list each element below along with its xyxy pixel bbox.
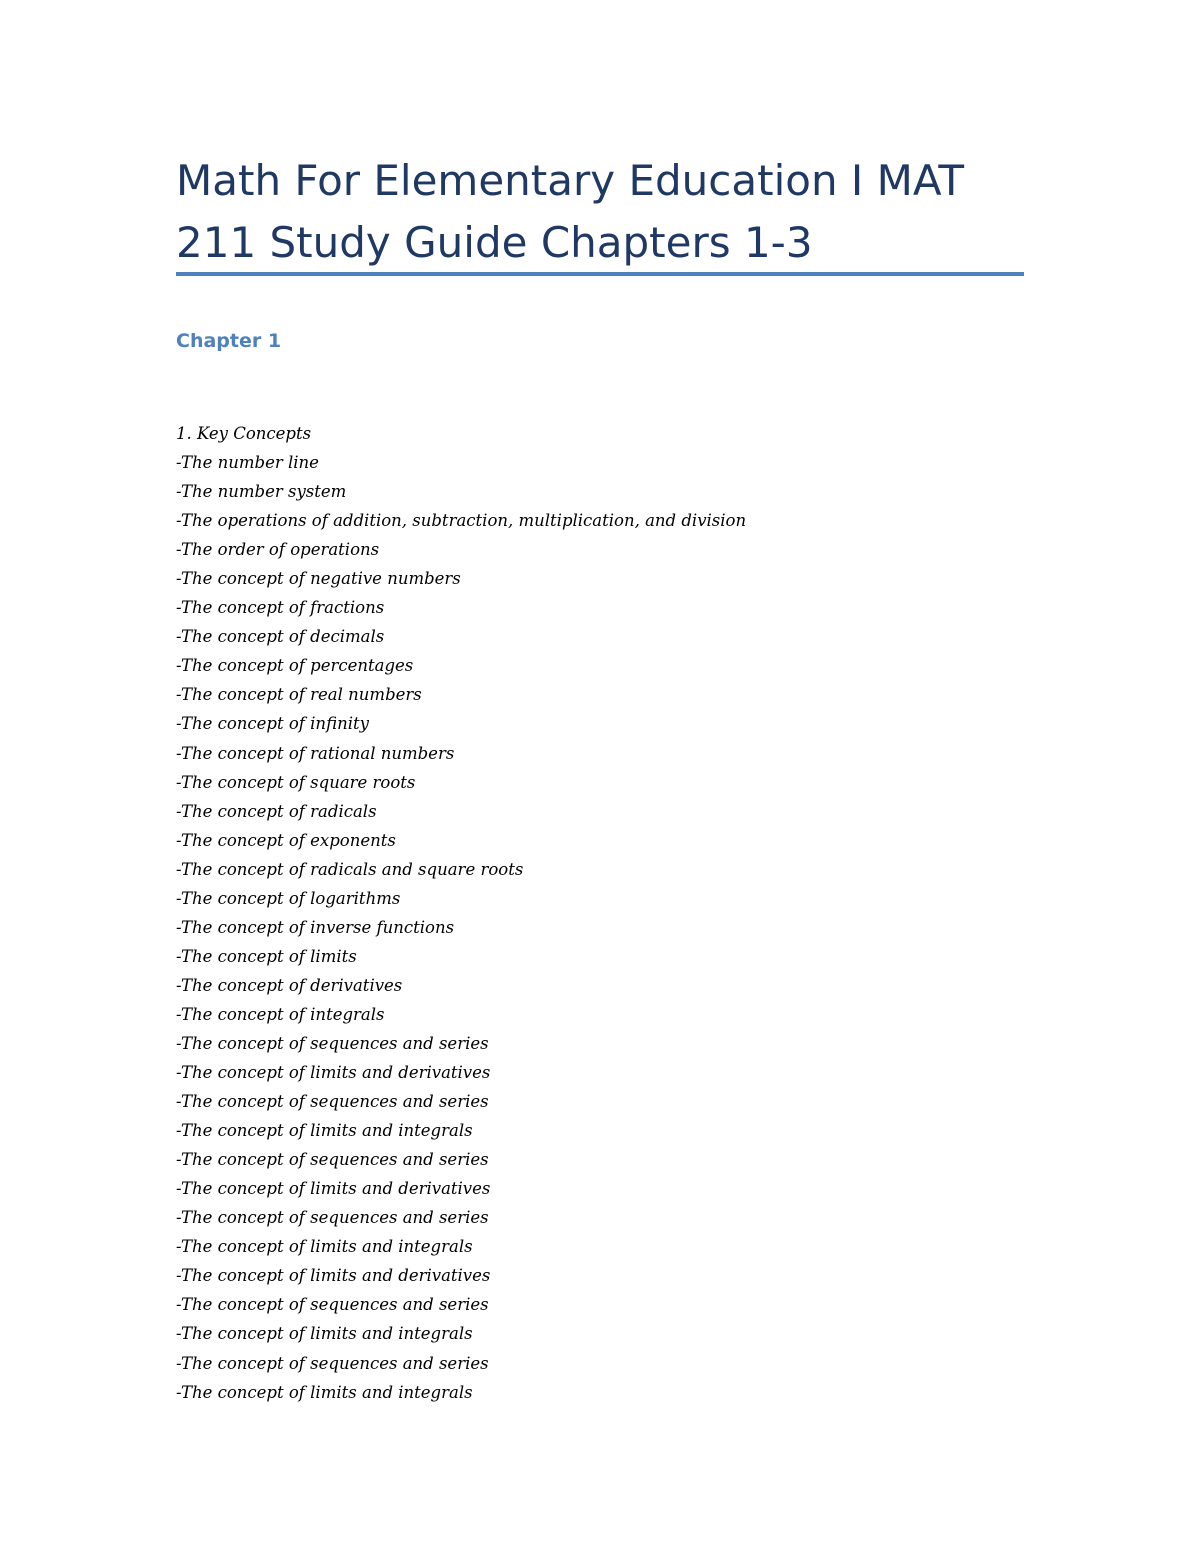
concept-list-item: -The concept of limits and integrals — [176, 1237, 473, 1257]
concept-list-item: -The concept of limits and derivatives — [176, 1063, 491, 1083]
concept-list-item: -The concept of radicals and square roots — [176, 859, 524, 879]
concept-list-item: -The concept of inverse functions — [176, 917, 455, 937]
concept-list-item: -The concept of limits and integrals — [176, 1382, 473, 1402]
concept-list-item: -The concept of limits and derivatives — [176, 1266, 491, 1286]
concept-list-item: -The concept of real numbers — [176, 685, 422, 705]
chapter-heading: Chapter 1 — [176, 330, 282, 352]
concept-list-item: -The concept of sequences and series — [176, 1092, 489, 1112]
concept-list-item: -The concept of limits and integrals — [176, 1121, 473, 1141]
concept-list-item: -The concept of limits and integrals — [176, 1324, 473, 1344]
concept-list-item: -The concept of fractions — [176, 598, 385, 618]
concept-list-item: -The concept of rational numbers — [176, 743, 455, 763]
concept-list-item: -The concept of sequences and series — [176, 1295, 489, 1315]
concept-list-item: -The concept of sequences and series — [176, 1208, 489, 1228]
concept-list-item: -The concept of percentages — [176, 656, 414, 676]
title-underline-divider — [176, 272, 1024, 276]
concept-list-item: -The concept of integrals — [176, 1004, 385, 1024]
concept-list-item: -The concept of derivatives — [176, 975, 403, 995]
concept-list-item: -The concept of sequences and series — [176, 1353, 489, 1373]
concept-list-item: -The concept of decimals — [176, 627, 385, 647]
concept-list-item: -The order of operations — [176, 540, 380, 560]
concept-list-item: -The concept of limits and derivatives — [176, 1179, 491, 1199]
concept-list-item: -The concept of negative numbers — [176, 569, 461, 589]
concept-list-item: -The number system — [176, 482, 347, 502]
concept-list-item: -The concept of sequences and series — [176, 1033, 489, 1053]
key-concepts-list — [176, 419, 746, 1407]
concept-list-item: -The concept of infinity — [176, 714, 369, 734]
concept-list-item: -The number line — [176, 453, 319, 473]
concept-list-item: -The concept of logarithms — [176, 888, 401, 908]
concept-list-item: -The concept of square roots — [176, 772, 416, 792]
concept-list-item: -The concept of exponents — [176, 830, 396, 850]
concept-list-item: -The concept of limits — [176, 946, 357, 966]
section-heading: 1. Key Concepts — [176, 424, 312, 443]
concept-list-item: -The concept of sequences and series — [176, 1150, 489, 1170]
document-title: Math For Elementary Education I MAT 211 Study Guide Chapters 1-3 — [176, 156, 965, 267]
concept-list-item: -The operations of addition, subtraction, multiplication, and division — [176, 511, 747, 531]
concept-list-item: -The concept of radicals — [176, 801, 377, 821]
